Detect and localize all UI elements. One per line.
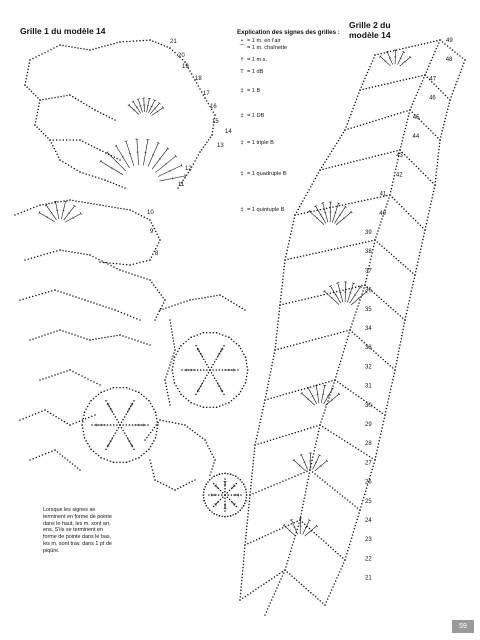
row-number: 38 [365, 249, 372, 256]
row-number: 36 [365, 287, 372, 294]
grid2-title-line1: Grille 2 du [349, 20, 391, 30]
legend-item-quintuple: ‡ = 1 quintuple B [237, 207, 284, 214]
row-number: 41 [379, 191, 387, 198]
quadruple-treble-icon: ‡ [240, 171, 244, 177]
row-number: 12 [185, 166, 192, 172]
grid1-title: Grille 1 du modèle 14 [20, 26, 106, 36]
row-number: 20 [178, 53, 185, 59]
grid2-title-line2: modèle 14 [349, 30, 391, 40]
row-number: 46 [429, 95, 436, 102]
row-number: 47 [429, 76, 437, 83]
row-number: 14 [225, 129, 232, 135]
single-crochet-icon: † [240, 57, 244, 63]
row-number: 22 [365, 556, 372, 563]
stitch-note: Lorsque les signes se terminent en forme de pointe dans le haut, les m. sont arr. ens. S'ils se terminent en forme de pointe dans le bas, les m. sont trav. dans 1 pt de piqûre. [43, 507, 112, 554]
row-number: 39 [365, 230, 372, 236]
slip-stitch-icon: ⌒ [239, 45, 245, 51]
legend-item-slip: ⌒ = 1 m. chaînette [237, 45, 287, 52]
row-number: 31 [365, 383, 372, 390]
row-number: 32 [365, 364, 372, 371]
legend-heading: Explication des signes des grilles : [237, 29, 340, 36]
row-number: 9 [150, 229, 154, 235]
row-number: 18 [195, 76, 202, 82]
row-number: 24 [365, 518, 372, 524]
legend-item-quadruple: ‡ = 1 quadruple B [237, 171, 287, 178]
row-number: 15 [212, 119, 219, 125]
row-number: 13 [217, 143, 224, 149]
legend-item-tr: ‡ = 1 DB [237, 113, 264, 120]
row-number: 8 [155, 251, 159, 257]
row-number: 25 [365, 498, 372, 505]
grid2-row-labels [365, 38, 453, 582]
row-number: 26 [365, 479, 372, 486]
row-number: 17 [203, 91, 210, 97]
row-number: 35 [365, 306, 372, 313]
double-crochet-icon: ‡ [240, 88, 244, 94]
row-number: 10 [147, 210, 154, 216]
row-number: 23 [365, 537, 372, 544]
row-number: 37 [365, 268, 372, 275]
row-number: 27 [365, 460, 372, 467]
row-number: 11 [178, 182, 185, 188]
chain-stitch-icon: • [241, 38, 243, 44]
row-number: 45 [412, 114, 420, 121]
grid1-row-labels [147, 39, 232, 257]
row-number: 34 [365, 326, 372, 332]
row-number: 33 [365, 345, 372, 352]
legend-item-hdc: T = 1 dB [237, 69, 263, 76]
grid2-diagram [239, 39, 466, 616]
quintuple-treble-icon: ‡ [240, 207, 244, 213]
row-number: 48 [445, 57, 453, 64]
legend-item-chain: • = 1 m. en l'air [237, 38, 281, 45]
row-number: 42 [395, 172, 403, 179]
row-number: 40 [379, 210, 386, 217]
triple-treble-icon: ‡ [240, 140, 244, 146]
page-number: 59 [452, 620, 474, 633]
row-number: 16 [210, 104, 217, 110]
row-number: 30 [365, 402, 372, 409]
row-number: 49 [446, 38, 453, 44]
half-double-icon: T [240, 69, 244, 75]
treble-crochet-icon: ‡ [240, 113, 244, 119]
row-number: 44 [412, 134, 420, 140]
row-number: 29 [365, 422, 372, 428]
grid1-diagram [14, 39, 248, 517]
legend-item-dc: ‡ = 1 B [237, 88, 260, 95]
legend-item-triple: ‡ = 1 triple B [237, 140, 274, 147]
row-number: 43 [396, 153, 403, 160]
row-number: 21 [170, 39, 177, 45]
row-number: 19 [182, 64, 189, 70]
legend-item-sc: † = 1 m.s. [237, 57, 267, 64]
row-number: 28 [365, 441, 372, 448]
row-number: 21 [365, 575, 372, 582]
